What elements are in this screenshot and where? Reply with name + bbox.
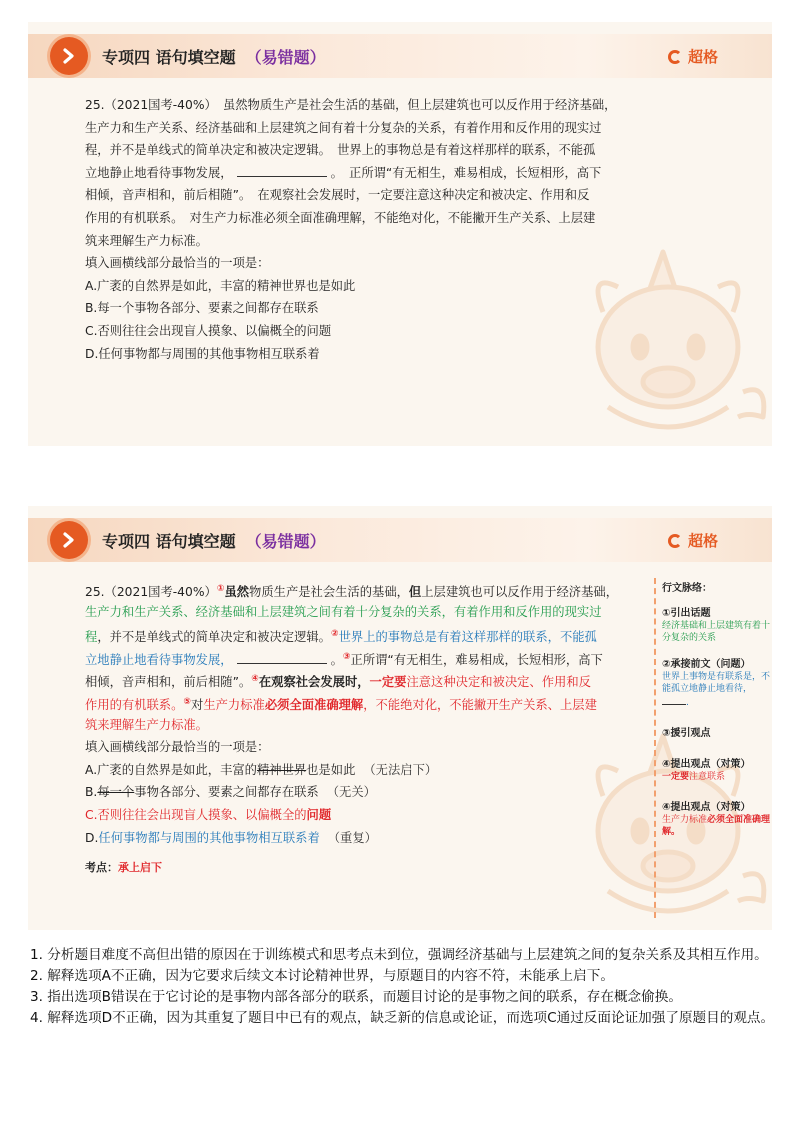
answer-blank [662, 695, 686, 705]
question-line: 相倾，音声相和，前后相随”。 在观察社会发展时，一定要注意这种决定和被决定、作用和反 [85, 188, 590, 203]
option-b: B.每一个事物各部分、要素之间都存在联系 [85, 301, 319, 316]
analysis-line: 生产力和生产关系、经济基础和上层建筑之间有着十分复杂的关系，有着作用和反作用的现实过 [85, 604, 602, 619]
sidebar-title: 行文脉络： [662, 583, 712, 594]
sidebar-item-text: 生产力标准必须全面准确理解。 [662, 815, 771, 837]
option-c: C.否则往往会出现盲人摸象、以偏概全的问题 [85, 323, 332, 338]
summary-item: 4. 解释选项D不正确，因为其重复了题目中已有的观点，缺乏新的信息或论证，而选项C通过反面论证加强了原题目的观点。 [30, 1010, 775, 1026]
question-line: 生产力和生产关系、经济基础和上层建筑之间有着十分复杂的关系，有着作用和反作用的现实过 [85, 120, 602, 135]
question-line: 程，并不是单线式的简单决定和被决定逻辑。 世界上的事物总是有着这样那样的联系，不能孤 [85, 143, 596, 158]
sidebar-item-heading: ④提出观点（对策） [662, 802, 751, 813]
option-d: D.任何事物都与周围的其他事物相互联系着 [85, 346, 320, 361]
option-a: A.广袤的自然界是如此，丰富的精神世界也是如此 [85, 278, 356, 293]
answer-blank [237, 162, 327, 177]
analysis-line: 相倾，音声相和，前后相随”。④在观察社会发展时，一定要注意这种决定和被决定、作用和反 [85, 674, 591, 690]
logo-icon [668, 534, 682, 548]
sidebar-item-text: 世界上事物是有联系是，不能孤立地静止地看待，. [662, 672, 771, 708]
sidebar-item-heading: ②承接前文（问题） [662, 659, 751, 670]
slide-header [28, 34, 772, 78]
question-line: 筑来理解生产力标准。 [85, 233, 208, 248]
question-line: 25.（2021国考-40%） 虽然物质生产是社会生活的基础，但上层建筑也可以反作用于经济基础， [85, 98, 617, 112]
slide-header [28, 518, 772, 562]
sidebar-item-heading: ③援引观点 [662, 728, 711, 739]
analysis-text [85, 578, 645, 880]
analysis-line: 25.（2021国考-40%）①虽然物质生产是社会生活的基础，但上层建筑也可以反作用于经济基础， [85, 584, 618, 600]
structure-sidebar [654, 578, 772, 918]
logo-icon [668, 50, 682, 64]
question-prompt: 填入画横线部分最恰当的一项是： [85, 740, 270, 755]
option-c: C.否则往往会出现盲人摸象、以偏概全的问题 [85, 807, 332, 822]
question-line: 作用的有机联系。 对生产力标准必须全面准确理解，不能绝对化，不能撇开生产关系、上层建 [85, 210, 596, 225]
question-text [85, 94, 645, 365]
sidebar-item-heading: ①引出话题 [662, 608, 711, 619]
key-point: 考点：承上启下 [85, 861, 162, 875]
analysis-line: 作用的有机联系。⑤对生产力标准必须全面准确理解，不能绝对化，不能撇开生产关系、上层建 [85, 696, 597, 713]
chevron-right-icon [50, 521, 88, 559]
summary-item: 1. 分析题目难度不高但出错的原因在于训练模式和思考点未到位，强调经济基础与上层建筑之间的复杂关系及其相互作用。 [30, 947, 768, 963]
brand-logo: 超格 [668, 530, 718, 551]
question-slide [28, 22, 772, 446]
summary-item: 2. 解释选项A不正确，因为它要求后续文本讨论精神世界，与原题目的内容不符，未能承上启下。 [30, 968, 614, 984]
slide-subtitle: （易错题） [245, 532, 326, 551]
question-prompt: 填入画横线部分最恰当的一项是： [85, 256, 270, 271]
slide-title: 专项四 语句填空题 （易错题） [102, 48, 326, 67]
analysis-line: 程，并不是单线式的简单决定和被决定逻辑。②世界上的事物总是有着这样那样的联系，不能孤 [85, 629, 597, 645]
sidebar-item-heading: ④提出观点（对策） [662, 759, 751, 770]
analysis-line: 立地静止地看待事物发展， 。③正所谓“有无相生，难易相成，长短相形，高下 [85, 646, 645, 669]
answer-blank [237, 649, 327, 664]
summary-item: 3. 指出选项B错误在于它讨论的是事物内部各部分的联系，而题目讨论的是事物之间的联系，存在概念偷换。 [30, 989, 682, 1005]
slide-subtitle: （易错题） [245, 48, 326, 67]
question-line: 立地静止地看待事物发展， 。 正所谓“有无相生，难易相成，长短相形，高下 [85, 162, 645, 185]
option-b: B.每一个事物各部分、要素之间都存在联系 （无关） [85, 785, 376, 800]
brand-logo: 超格 [668, 46, 718, 67]
summary-notes [30, 945, 775, 1029]
sidebar-item-text: 一定要注意联系 [662, 772, 726, 782]
analysis-line: 筑来理解生产力标准。 [85, 717, 208, 732]
sidebar-item-text: 经济基础和上层建筑有着十分复杂的关系 [662, 621, 771, 643]
option-a: A.广袤的自然界是如此，丰富的精神世界也是如此 （无法启下） [85, 762, 438, 777]
slide-title: 专项四 语句填空题 （易错题） [102, 532, 326, 551]
chevron-right-icon [50, 37, 88, 75]
analysis-slide [28, 506, 772, 930]
option-d: D.任何事物都与周围的其他事物相互联系着 （重复） [85, 830, 377, 845]
